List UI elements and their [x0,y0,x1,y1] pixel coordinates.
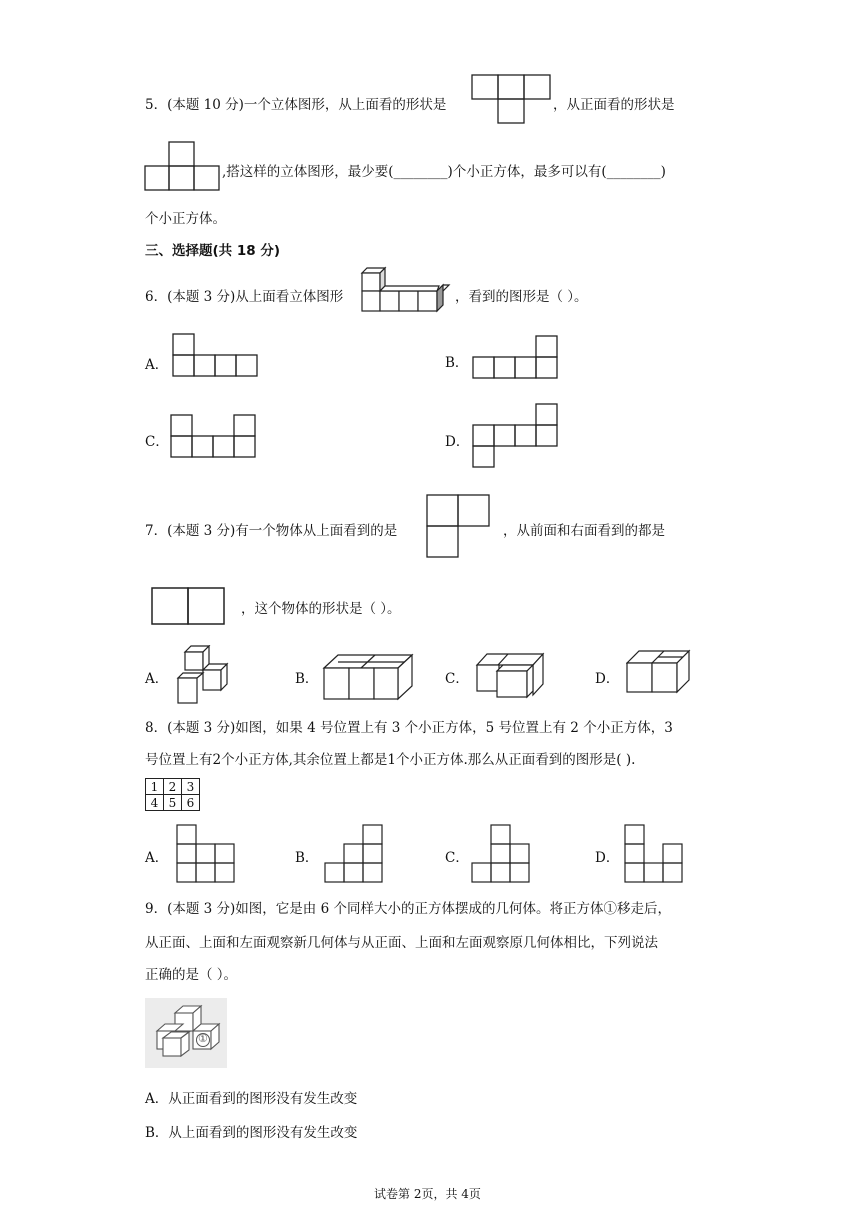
q7-option-d-label[interactable]: D． [595,671,620,687]
q7-option-c-figure[interactable] [473,651,547,701]
q8-option-d-label[interactable]: D． [595,850,620,866]
q7-text-3: ，这个物体的形状是（ ）。 [241,601,401,617]
q7-option-d-figure[interactable] [626,648,692,696]
q5-top-view-figure [471,74,553,126]
q6-text-1: 6．(本题 3 分)从上面看立体图形 [145,289,344,305]
grid-cell: 6 [182,795,200,811]
q9-fig-label: ① [198,1032,208,1045]
q7-option-c-label[interactable]: C． [445,671,469,687]
q6-option-c-figure[interactable] [170,414,258,460]
q5-text-4: 个小正方体。 [145,211,226,227]
grid-cell: 4 [146,795,164,811]
q7-text-2: ，从前面和右面看到的都是 [503,523,665,539]
q9-text-2: 从正面、上面和左面观察新几何体与从正面、上面和左面观察原几何体相比，下列说法 [145,935,658,951]
grid-cell: 5 [164,795,182,811]
q7-option-a-label[interactable]: A． [145,671,169,687]
q6-text-2: ，看到的图形是（ ）。 [455,289,588,305]
q6-option-a-label[interactable]: A． [145,357,169,373]
q6-option-d-label[interactable]: D． [445,434,470,450]
q6-option-b-label[interactable]: B． [445,355,469,371]
grid-cell: 3 [182,779,200,795]
q8-text-1: 8．(本题 3 分)如图，如果 4 号位置上有 3 个小正方体，5 号位置上有 2 个小正方体，3 [145,720,673,736]
q9-solid-figure [145,998,227,1068]
grid-cell: 1 [146,779,164,795]
q7-option-a-figure[interactable] [175,645,235,707]
q8-option-b-figure[interactable] [324,824,384,886]
q8-option-d-figure[interactable] [624,824,684,886]
grid-cell: 2 [164,779,182,795]
q9-option-a[interactable]: A．从正面看到的图形没有发生改变 [145,1091,358,1107]
q8-option-c-label[interactable]: C． [445,850,469,866]
q6-option-d-figure[interactable] [472,403,560,469]
q7-front-view-figure [151,587,227,627]
q7-text-1: 7．(本题 3 分)有一个物体从上面看到的是 [145,523,398,539]
q8-option-c-figure[interactable] [471,824,531,886]
q8-text-2: 号位置上有2个小正方体,其余位置上都是1个小正方体.那么从正面看到的图形是( ). [145,752,636,768]
q8-position-grid [145,778,200,811]
q8-option-a-figure[interactable] [176,824,236,886]
q5-text-3: ,搭这样的立体图形，最少要(________)个小正方体，最多可以有(________) [222,164,666,180]
q8-option-a-label[interactable]: A． [145,850,169,866]
q7-top-view-figure [426,494,492,560]
q9-text-1: 9．(本题 3 分)如图，它是由 6 个同样大小的正方体摆成的几何体。将正方体①移走后， [145,901,671,917]
q6-option-c-label[interactable]: C． [145,434,169,450]
q9-option-b[interactable]: B．从上面看到的图形没有发生改变 [145,1125,358,1141]
q9-text-3: 正确的是（ ）。 [145,967,238,983]
q6-solid-figure [359,266,455,316]
section-title: 三、选择题(共 18 分) [145,243,281,259]
q5-front-view-figure [144,141,222,193]
q7-option-b-label[interactable]: B． [295,671,319,687]
q7-option-b-figure[interactable] [322,652,418,704]
q8-option-b-label[interactable]: B． [295,850,319,866]
page-footer: 试卷第 2页，共 4页 [374,1187,481,1201]
q5-text-1: 5．(本题 10 分)一个立体图形，从上面看的形状是 [145,97,447,113]
q6-option-a-figure[interactable] [172,333,260,379]
q6-option-b-figure[interactable] [472,335,560,381]
q5-text-2: ，从正面看的形状是 [553,97,675,113]
